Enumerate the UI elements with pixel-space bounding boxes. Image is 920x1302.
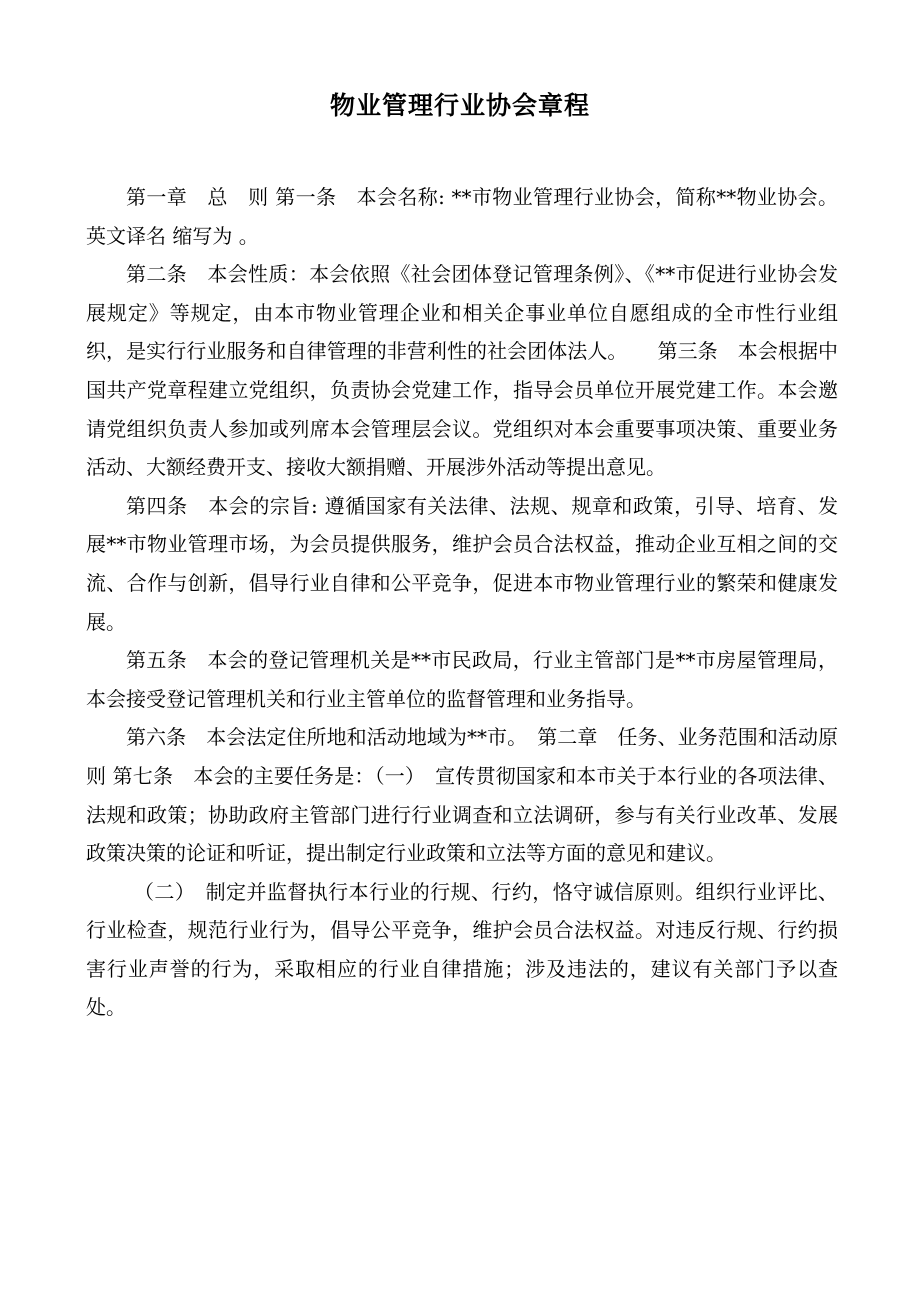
paragraph-article4: 第四条 本会的宗旨: 遵循国家有关法律、法规、规章和政策，引导、培育、发展**市物业管理市场，为会员提供服务，维护会员合法权益，推动企业互相之间的交流、合作与创新，倡导行业自律和公平竞争，促进本市物业管理行业的繁荣和健康发展。 — [86, 493, 838, 634]
document-body — [86, 178, 838, 1027]
paragraph-article6-chapter2-article7: 第六条 本会法定住所地和活动地域为**市。 第二章 任务、业务范围和活动原则 第七条 本会的主要任务是：（一） 宣传贯彻国家和本市关于本行业的各项法律、法规和政策；协助政府主管部门进行行业调查和立法调研，参与有关行业改革、发展政策决策的论证和听证，提出制定行业政策和立法等方面的意见和建议。 — [86, 725, 838, 866]
paragraph-article5: 第五条 本会的登记管理机关是**市民政局，行业主管部门是**市房屋管理局，本会接受登记管理机关和行业主管单位的监督管理和业务指导。 — [86, 648, 838, 711]
paragraph-item-2: （二） 制定并监督执行本行业的行规、行约，恪守诚信原则。组织行业评比、行业检查，规范行业行为，倡导公平竞争，维护会员合法权益。对违反行规、行约损害行业声誉的行为，采取相应的行业自律措施；涉及违法的，建议有关部门予以查处。 — [86, 879, 838, 1020]
document-title: 物业管理行业协会章程 — [329, 91, 590, 120]
paragraph-article2-article3: 第二条 本会性质：本会依照《社会团体登记管理条例》、《**市促进行业协会发展规定》等规定，由本市物业管理企业和相关企事业单位自愿组成的全市性行业组织，是实行行业服务和自律管理的非营利性的社会团体法人。 第三条 本会根据中国共产党章程建立党组织，负责协会党建工作，指导会员单位开展党建工作。本会邀请党组织负责人参加或列席本会管理层会议。党组织对本会重要事项决策、重要业务活动、大额经费开支、接收大额捐赠、开展涉外活动等提出意见。 — [86, 262, 838, 480]
paragraph-chapter1-article1: 第一章 总 则 第一条 本会名称: **市物业管理行业协会，简称**物业协会。英文译名 缩写为 。 — [86, 185, 838, 248]
